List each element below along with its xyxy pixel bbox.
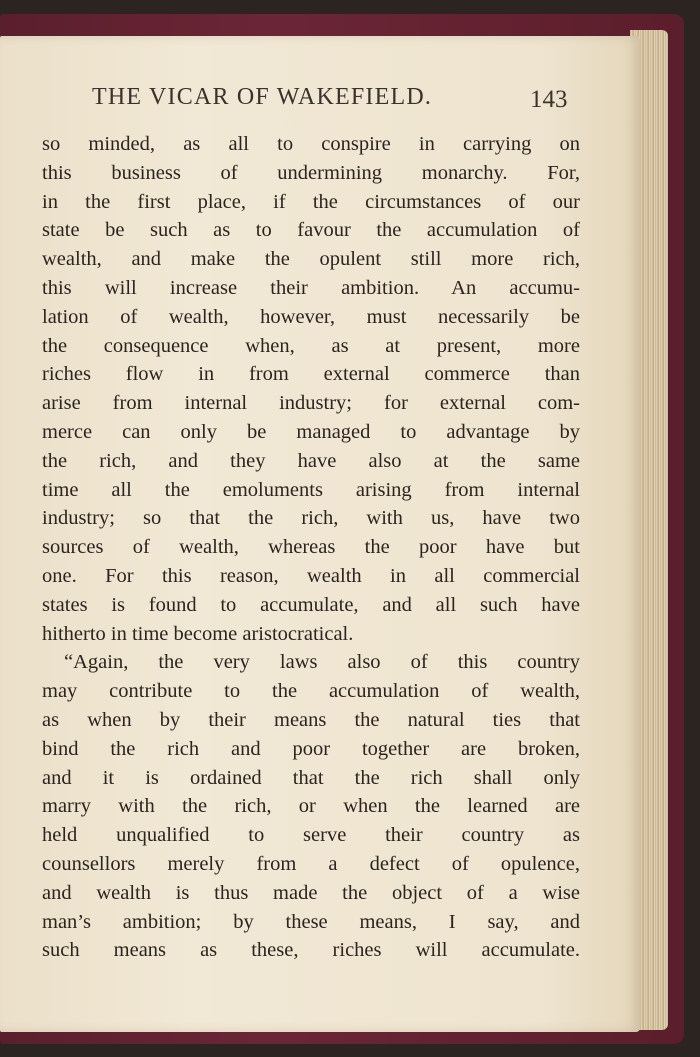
body-text [42, 130, 580, 965]
text-line: industry; so that the rich, with us, have two [42, 507, 580, 530]
text-line: merce can only be managed to advantage by [42, 420, 580, 443]
book-page [0, 36, 640, 1032]
text-line: this will increase their ambition. An accumu- [42, 276, 580, 299]
text-line: bind the rich and poor together are broken, [42, 737, 580, 760]
text-line: one. For this reason, wealth in all commercial [42, 564, 580, 587]
text-line: riches flow in from external commerce than [42, 363, 580, 386]
text-line: the consequence when, as at present, more [42, 334, 580, 357]
text-line: the rich, and they have also at the same [42, 449, 580, 472]
text-line: and it is ordained that the rich shall only [42, 766, 580, 789]
text-line: man’s ambition; by these means, I say, and [42, 910, 580, 933]
paragraph-start-line: “Again, the very laws also of this country [64, 651, 580, 674]
text-line: arise from internal industry; for external com- [42, 392, 580, 415]
text-line: may contribute to the accumulation of wealth, [42, 680, 580, 703]
text-line: states is found to accumulate, and all such have [42, 593, 580, 616]
text-line: time all the emoluments arising from internal [42, 478, 580, 501]
text-line: state be such as to favour the accumulation of [42, 219, 580, 242]
paragraph-end-line: hitherto in time become aristocratical. [42, 622, 354, 645]
text-line: so minded, as all to conspire in carrying on [42, 133, 580, 155]
text-line: such means as these, riches will accumulate. [42, 939, 580, 962]
text-line: sources of wealth, whereas the poor have but [42, 536, 580, 559]
text-line: in the first place, if the circumstances of our [42, 190, 580, 213]
running-head [0, 84, 640, 124]
text-line: held unqualified to serve their country as [42, 824, 580, 847]
page-number: 143 [530, 86, 568, 113]
text-line: and wealth is thus made the object of a wise [42, 881, 580, 904]
running-title: THE VICAR OF WAKEFIELD. [92, 84, 433, 110]
text-line: wealth, and make the opulent still more rich, [42, 248, 580, 271]
text-line: lation of wealth, however, must necessarily be [42, 305, 580, 328]
text-line: as when by their means the natural ties that [42, 708, 580, 731]
text-line: marry with the rich, or when the learned are [42, 795, 580, 818]
text-line: this business of undermining monarchy. For, [42, 161, 580, 184]
text-line: counsellors merely from a defect of opulence, [42, 852, 580, 875]
